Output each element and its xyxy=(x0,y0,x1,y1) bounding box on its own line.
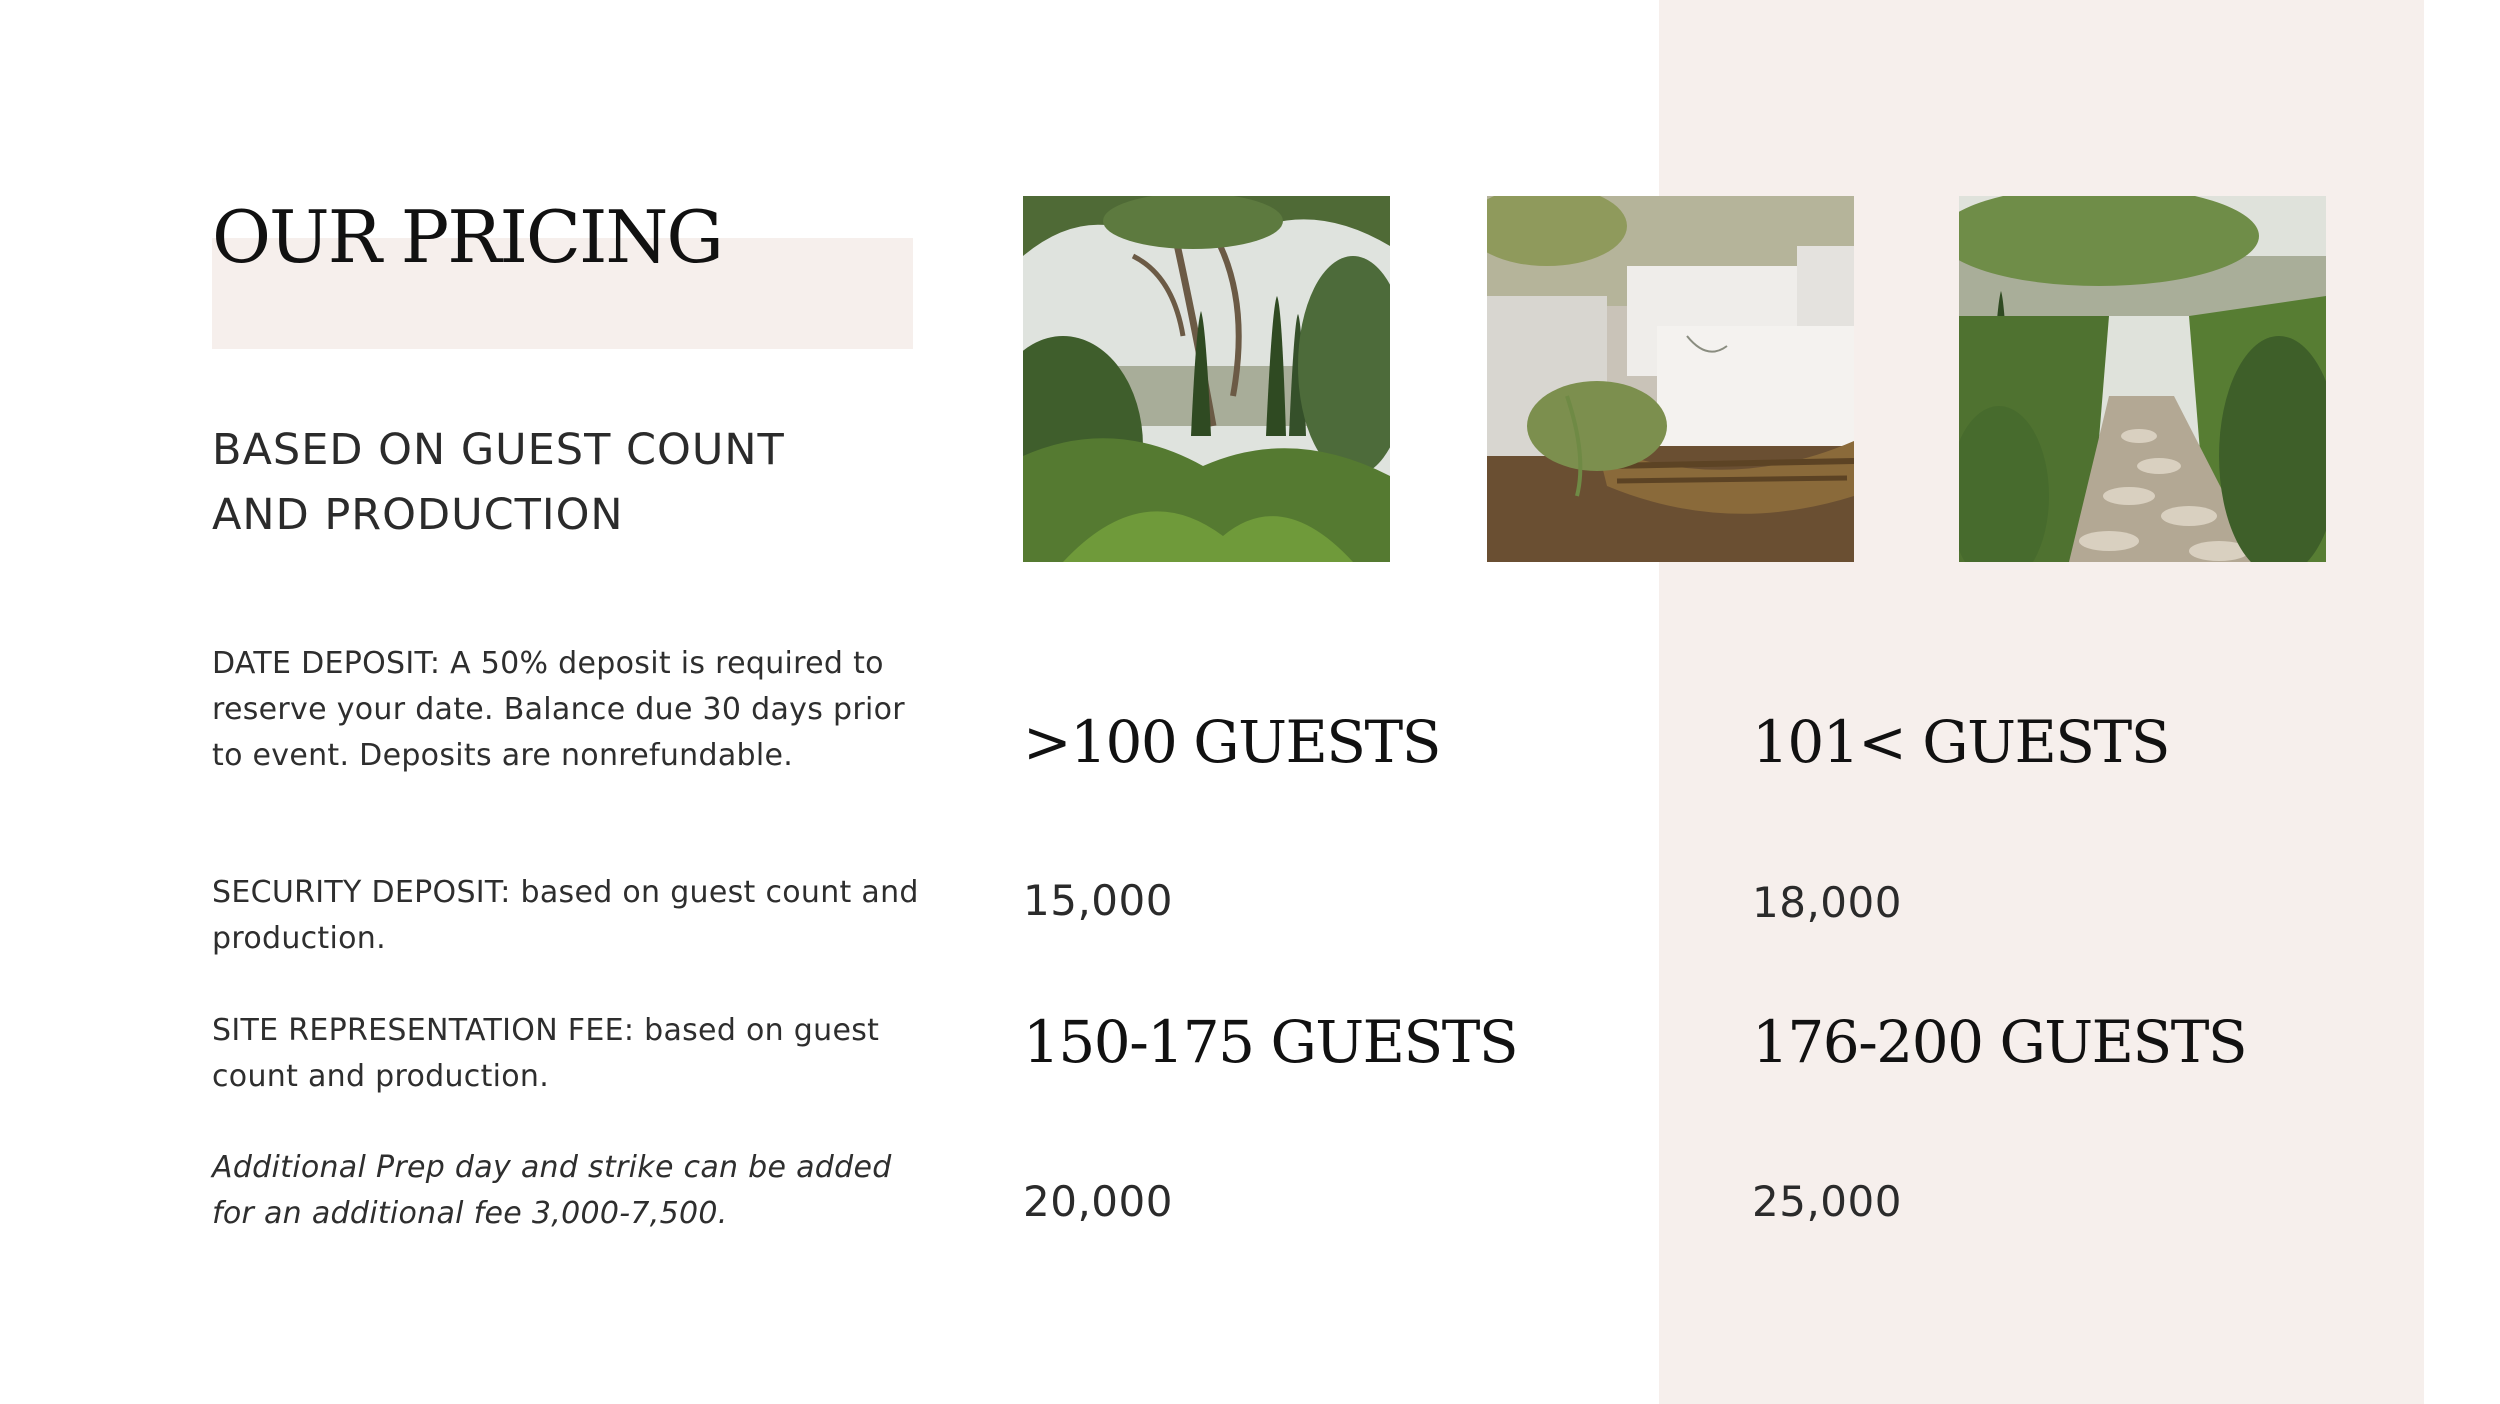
date-deposit-text: DATE DEPOSIT: A 50% deposit is required to reserve your date. Balance due 30 days prior to event. Deposits are nonrefundable. xyxy=(212,646,905,773)
additional-fee-note: Additional Prep day and strike can be added for an additional fee 3,000-7,500. xyxy=(212,1150,892,1231)
subtitle-line-2: AND PRODUCTION xyxy=(212,490,624,540)
page-subtitle xyxy=(212,418,912,548)
tier-label-under-100: >100 GUESTS xyxy=(1023,708,1440,776)
place-cards-photo xyxy=(1487,196,1854,562)
subtitle-line-1: BASED ON GUEST COUNT xyxy=(212,425,785,475)
tier-label-150-175: 150-175 GUESTS xyxy=(1023,1008,1518,1076)
tier-price-under-100: 15,000 xyxy=(1023,876,1173,925)
tier-price-176-200: 25,000 xyxy=(1752,1177,1902,1226)
site-fee-text: SITE REPRESENTATION FEE: based on guest count and production. xyxy=(212,1013,880,1094)
tier-price-over-101: 18,000 xyxy=(1752,878,1902,927)
garden-trees-photo xyxy=(1023,196,1390,562)
page-title: OUR PRICING xyxy=(212,195,722,279)
tier-label-176-200: 176-200 GUESTS xyxy=(1752,1008,2247,1076)
security-deposit-text: SECURITY DEPOSIT: based on guest count and production. xyxy=(212,875,919,956)
vineyard-path-photo xyxy=(1959,196,2326,562)
tier-label-over-101: 101< GUESTS xyxy=(1752,708,2169,776)
tier-price-150-175: 20,000 xyxy=(1023,1177,1173,1226)
